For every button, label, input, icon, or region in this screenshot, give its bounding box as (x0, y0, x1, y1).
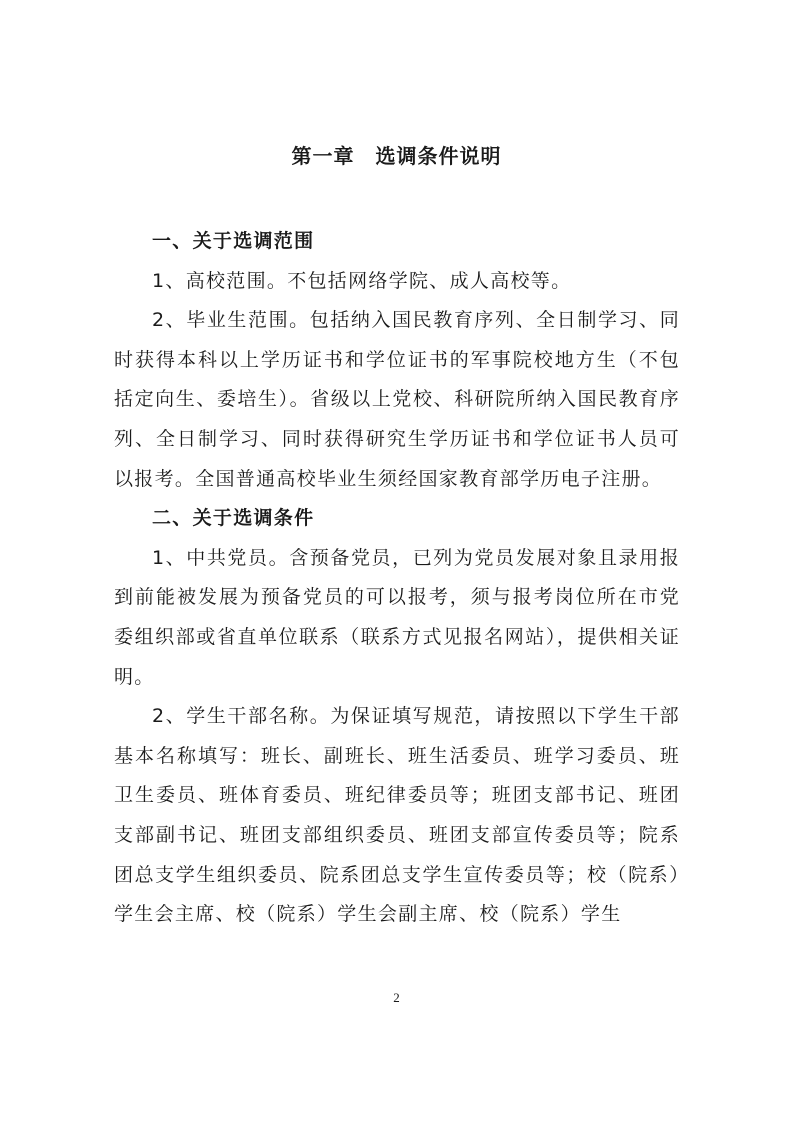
chapter-title: 第一章 选调条件说明 (291, 144, 502, 168)
item-lead: 2、学生干部名称。 (152, 705, 331, 728)
document-body (114, 222, 680, 935)
section-heading-scope: 一、关于选调范围 (152, 230, 315, 252)
item-lead: 1、中共党员。 (152, 546, 290, 569)
item-text: 不包括网络学院、成人高校等。 (287, 269, 572, 292)
item-text: 包括纳入国民教育序列、全日制学习、同时获得本科以上学历证书和学位证书的军事院校地方生（不包括定向生、委培生）。省级以上党校、科研院所纳入国民教育序列、全日制学习、同时获得研究生学历证书和学位证书人员可以报考。全国普通高校毕业生须经国家教育部学历电子注册。 (114, 309, 680, 490)
section-heading-conditions: 二、关于选调条件 (152, 507, 315, 530)
item-lead: 1、高校范围。 (152, 269, 288, 292)
paragraph-university-scope (114, 262, 680, 302)
item-lead: 2、毕业生范围。 (152, 309, 310, 332)
page-number: 2 (393, 990, 400, 1005)
paragraph-graduate-scope (114, 301, 680, 499)
item-text: 为保证填写规范，请按照以下学生干部基本名称填写：班长、副班长、班生活委员、班学习委员、班卫生委员、班体育委员、班纪律委员等；班团支部书记、班团支部副书记、班团支部组织委员、班团支部宣传委员等；院系团总支学生组织委员、院系团总支学生宣传委员等；校（院系）学生会主席、校（院系）学生会副主席、校（院系）学生 (114, 705, 680, 926)
item-text: 含预备党员，已列为党员发展对象且录用报到前能被发展为预备党员的可以报考，须与报考岗位所在市党委组织部或省直单位联系（联系方式见报名网站），提供相关证明。 (114, 546, 680, 688)
paragraph-student-cadre-titles (114, 697, 680, 935)
paragraph-party-member (114, 539, 680, 697)
